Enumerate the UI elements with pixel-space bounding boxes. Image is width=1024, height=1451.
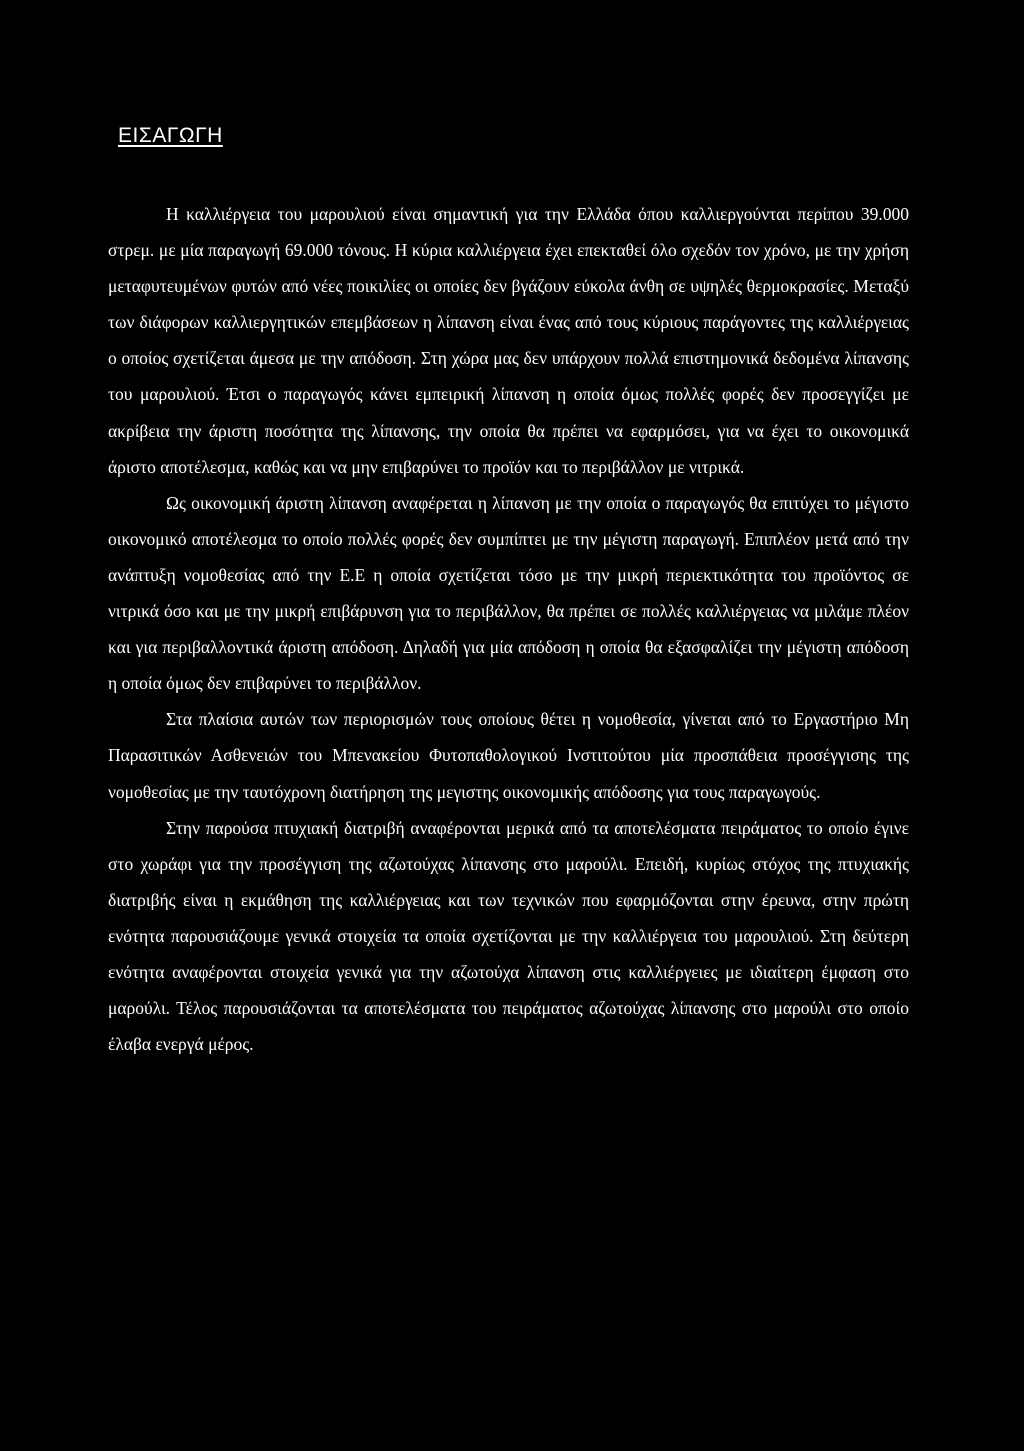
paragraph-thesis-outline: Στην παρούσα πτυχιακή διατριβή αναφέρονται μερικά από τα αποτελέσματα πειράματος το οποίο έγινε στο χωράφι για την προσέγγιση της αζωτούχας λίπανσης στο μαρούλι. Επειδή, κυρίως στόχος της πτυχιακής διατριβής είναι η εκμάθηση της καλλιέργειας και των τεχνικών που εφαρμόζονται στην έρευνα, στην πρώτη ενότητα παρουσιάζουμε γενικά στοιχεία τα οποία σχετίζονται με την καλλιέργεια του μαρουλιού. Στη δεύτερη ενότητα αναφέρονται στοιχεία γενικά για την αζωτούχα λίπανση στις καλλιέργειες με ιδιαίτερη έμφαση στο μαρούλι. Τέλος παρουσιάζονται τα αποτελέσματα του πειράματος αζωτούχας λίπανσης στο μαρούλι στο οποίο έλαβα ενεργά μέρος. <box>108 817 909 1055</box>
document-body <box>108 196 909 1062</box>
paragraph-laboratory: Στα πλαίσια αυτών των περιορισμών τους οποίους θέτει η νομοθεσία, γίνεται από το Εργαστήριο Μη Παρασιτικών Ασθενειών του Μπενακείου Φυτοπαθολογικού Ινστιτούτου μία προσπάθεια προσέγγισης της νομοθεσίας με την ταυτόχρονη διατήρηση της μεγιστης οικονομικής απόδοσης για τους παραγωγούς. <box>108 709 909 802</box>
paragraph-intro: Η καλλιέργεια του μαρουλιού είναι σημαντική για την Ελλάδα όπου καλλιεργούνται περίπου 39.000 στρεμ. με μία παραγωγή 69.000 τόνους. Η κύρια καλλιέργεια έχει επεκταθεί όλο σχεδόν τον χρόνο, με την χρήση μεταφυτευμένων φυτών από νέες ποικιλίες οι οποίες δεν βγάζουν εύκολα άνθη σε υψηλές θερμοκρασίες. Μεταξύ των διάφορων καλλιεργητικών επεμβάσεων η λίπανση είναι ένας από τους κύριους παράγοντες της καλλιέργειας ο οποίος σχετίζεται άμεσα με την απόδοση. Στη χώρα μας δεν υπάρχουν πολλά επιστημονικά δεδομένα λίπανσης του μαρουλιού. Έτσι ο παραγωγός κάνει εμπειρική λίπανση η οποία όμως πολλές φορές δεν προσεγγίζει με ακρίβεια την άριστη ποσότητα της λίπανσης, την οποία θα πρέπει να εφαρμόσει, για να έχει το οικονομικά άριστο αποτέλεσμα, καθώς και να μην επιβαρύνει το προϊόν και το περιβάλλον με νιτρικά. <box>108 204 909 477</box>
paragraph-economic-optimum: Ως οικονομική άριστη λίπανση αναφέρεται η λίπανση με την οποία ο παραγωγός θα επιτύχει το μέγιστο οικονομικό αποτέλεσμα το οποίο πολλές φορές δεν συμπίπτει με την μέγιστη παραγωγή. Επιπλέον μετά από την ανάπτυξη νομοθεσίας από την Ε.Ε η οποία σχετίζεται τόσο με την μικρή περιεκτικότητα του προϊόντος σε νιτρικά όσο και με την μικρή επιβάρυνση για το περιβάλλον, θα πρέπει σε πολλές καλλιέργειας να μιλάμε πλέον και για περιβαλλοντικά άριστη απόδοση. Δηλαδή για μία απόδοση η οποία θα εξασφαλίζει την μέγιστη απόδοση η οποία όμως δεν επιβαρύνει το περιβάλλον. <box>108 492 909 694</box>
page-title: ΕΙΣΑΓΩΓΗ <box>118 124 223 147</box>
